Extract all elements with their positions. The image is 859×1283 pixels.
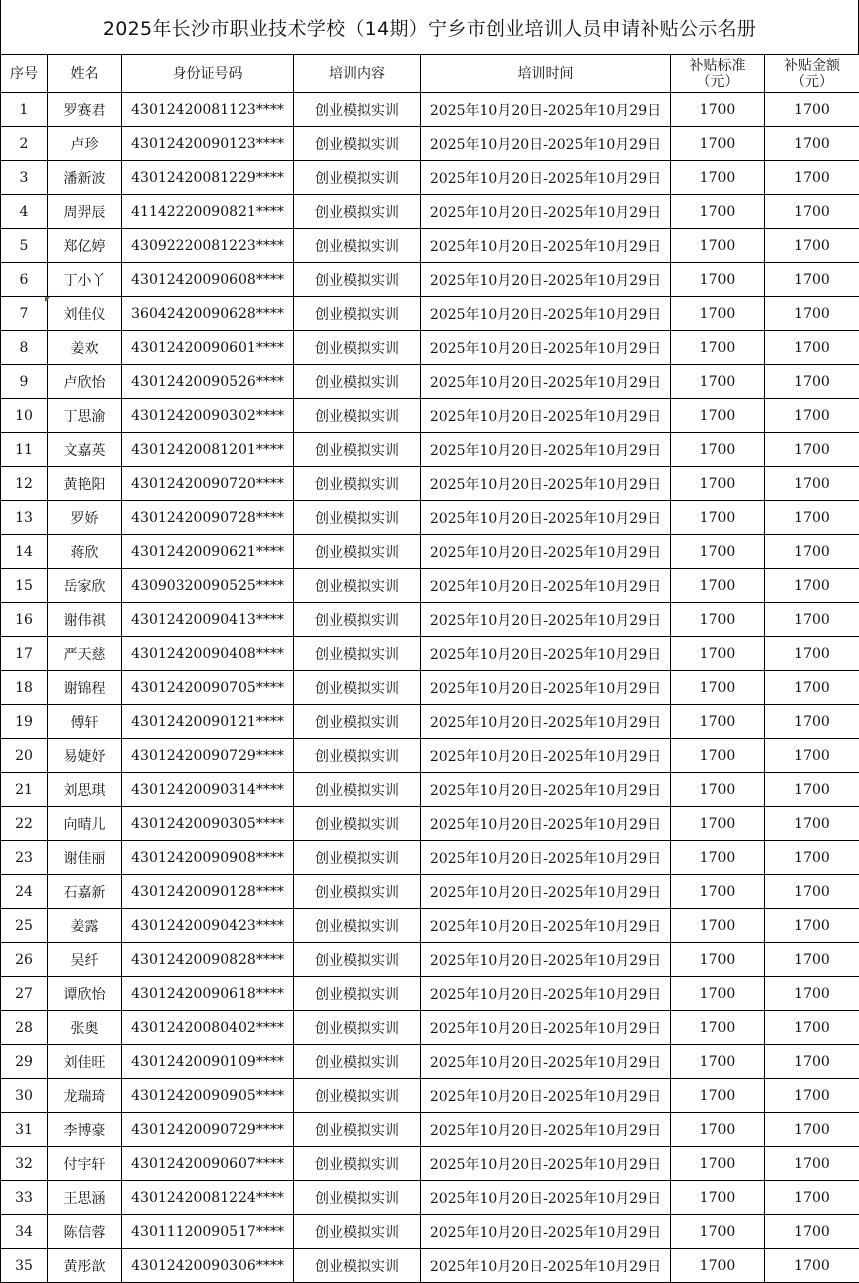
cell-name: 傅轩 <box>48 705 122 739</box>
cell-period: 2025年10月20日-2025年10月29日 <box>421 943 671 977</box>
cell-name: 罗赛君 <box>48 93 122 127</box>
cell-id-number: 43012420090908**** <box>122 841 294 875</box>
table-header <box>1 55 859 93</box>
cell-name: 向晴儿 <box>48 807 122 841</box>
cell-name: 丁思渝 <box>48 399 122 433</box>
header-index: 序号 <box>1 55 48 93</box>
cell-standard: 1700 <box>671 739 765 773</box>
table-row <box>1 1079 859 1113</box>
cell-period: 2025年10月20日-2025年10月29日 <box>421 739 671 773</box>
cell-period: 2025年10月20日-2025年10月29日 <box>421 773 671 807</box>
cell-content: 创业模拟实训 <box>294 1249 421 1283</box>
cell-content: 创业模拟实训 <box>294 739 421 773</box>
header-standard-unit: （元） <box>696 73 739 90</box>
cell-index: 25 <box>1 909 48 943</box>
table-row <box>1 1215 859 1249</box>
cell-standard: 1700 <box>671 637 765 671</box>
cell-period: 2025年10月20日-2025年10月29日 <box>421 195 671 229</box>
cell-name: 刘佳旺 <box>48 1045 122 1079</box>
cell-content: 创业模拟实训 <box>294 977 421 1011</box>
table-row <box>1 365 859 399</box>
table-row <box>1 1181 859 1215</box>
cell-content: 创业模拟实训 <box>294 433 421 467</box>
table-row <box>1 637 859 671</box>
header-row <box>1 55 859 93</box>
cell-content: 创业模拟实训 <box>294 1113 421 1147</box>
cell-name: 李博豪 <box>48 1113 122 1147</box>
cell-standard: 1700 <box>671 943 765 977</box>
cell-index: 35 <box>1 1249 48 1283</box>
cell-index: 15 <box>1 569 48 603</box>
cell-amount: 1700 <box>765 433 859 467</box>
roster-table <box>0 54 859 1283</box>
cell-standard: 1700 <box>671 569 765 603</box>
table-row <box>1 569 859 603</box>
cell-content: 创业模拟实训 <box>294 671 421 705</box>
cell-content: 创业模拟实训 <box>294 1147 421 1181</box>
cell-id-number: 43012420090123**** <box>122 127 294 161</box>
cell-standard: 1700 <box>671 399 765 433</box>
cell-amount: 1700 <box>765 297 859 331</box>
cell-amount: 1700 <box>765 263 859 297</box>
table-row <box>1 1147 859 1181</box>
cell-index: 20 <box>1 739 48 773</box>
cell-index: 32 <box>1 1147 48 1181</box>
cell-standard: 1700 <box>671 671 765 705</box>
cell-id-number: 43012420090109**** <box>122 1045 294 1079</box>
cell-standard: 1700 <box>671 501 765 535</box>
cell-index: 27 <box>1 977 48 1011</box>
table-row <box>1 1011 859 1045</box>
header-content: 培训内容 <box>294 55 421 93</box>
cell-amount: 1700 <box>765 161 859 195</box>
cell-amount: 1700 <box>765 1113 859 1147</box>
cell-id-number: 43012420090607**** <box>122 1147 294 1181</box>
cell-index: 28 <box>1 1011 48 1045</box>
cell-standard: 1700 <box>671 1249 765 1283</box>
cell-amount: 1700 <box>765 909 859 943</box>
cell-id-number: 43012420090306**** <box>122 1249 294 1283</box>
cell-id-number: 43012420081224**** <box>122 1181 294 1215</box>
cell-index: 16 <box>1 603 48 637</box>
cell-period: 2025年10月20日-2025年10月29日 <box>421 875 671 909</box>
cell-amount: 1700 <box>765 195 859 229</box>
table-row <box>1 603 859 637</box>
cell-content: 创业模拟实训 <box>294 1215 421 1249</box>
cell-index: 11 <box>1 433 48 467</box>
cell-index: 5 <box>1 229 48 263</box>
cell-index: 7 <box>1 297 48 331</box>
cell-amount: 1700 <box>765 739 859 773</box>
cell-period: 2025年10月20日-2025年10月29日 <box>421 1045 671 1079</box>
cell-content: 创业模拟实训 <box>294 365 421 399</box>
table-row <box>1 977 859 1011</box>
cell-name: 卢珍 <box>48 127 122 161</box>
cell-standard: 1700 <box>671 535 765 569</box>
cell-id-number: 43012420090413**** <box>122 603 294 637</box>
table-row <box>1 875 859 909</box>
cell-content: 创业模拟实训 <box>294 331 421 365</box>
cell-content: 创业模拟实训 <box>294 161 421 195</box>
cell-id-number: 43012420090128**** <box>122 875 294 909</box>
cell-id-number: 36042420090628**** <box>122 297 294 331</box>
table-row <box>1 467 859 501</box>
cell-index: 2 <box>1 127 48 161</box>
cell-name: 郑亿婷 <box>48 229 122 263</box>
cell-id-number: 43012420090729**** <box>122 739 294 773</box>
cell-id-number: 43012420090314**** <box>122 773 294 807</box>
cell-name: 谭欣怡 <box>48 977 122 1011</box>
cell-content: 创业模拟实训 <box>294 501 421 535</box>
table-row <box>1 1249 859 1283</box>
cell-id-number: 43012420090705**** <box>122 671 294 705</box>
cell-content: 创业模拟实训 <box>294 1181 421 1215</box>
cell-amount: 1700 <box>765 229 859 263</box>
cell-index: 3 <box>1 161 48 195</box>
cell-amount: 1700 <box>765 569 859 603</box>
table-body <box>1 93 859 1283</box>
cell-name: 姜露 <box>48 909 122 943</box>
cell-content: 创业模拟实训 <box>294 399 421 433</box>
cell-standard: 1700 <box>671 977 765 1011</box>
cell-name: 潘新波 <box>48 161 122 195</box>
cell-name: 王思涵 <box>48 1181 122 1215</box>
cell-period: 2025年10月20日-2025年10月29日 <box>421 399 671 433</box>
cell-index: 24 <box>1 875 48 909</box>
table-row <box>1 433 859 467</box>
cell-standard: 1700 <box>671 1011 765 1045</box>
cell-standard: 1700 <box>671 875 765 909</box>
table-row <box>1 331 859 365</box>
cell-index: 21 <box>1 773 48 807</box>
cell-amount: 1700 <box>765 977 859 1011</box>
cell-content: 创业模拟实训 <box>294 603 421 637</box>
cell-period: 2025年10月20日-2025年10月29日 <box>421 1113 671 1147</box>
cell-amount: 1700 <box>765 535 859 569</box>
cell-id-number: 43011120090517**** <box>122 1215 294 1249</box>
cell-content: 创业模拟实训 <box>294 637 421 671</box>
cell-id-number: 43012420090302**** <box>122 399 294 433</box>
cell-standard: 1700 <box>671 331 765 365</box>
cell-content: 创业模拟实训 <box>294 909 421 943</box>
cell-amount: 1700 <box>765 1181 859 1215</box>
table-row <box>1 943 859 977</box>
cell-period: 2025年10月20日-2025年10月29日 <box>421 501 671 535</box>
cell-id-number: 43092220081223**** <box>122 229 294 263</box>
cell-standard: 1700 <box>671 773 765 807</box>
header-standard <box>671 55 765 93</box>
cell-content: 创业模拟实训 <box>294 875 421 909</box>
cell-id-number: 43012420090720**** <box>122 467 294 501</box>
cell-standard: 1700 <box>671 1215 765 1249</box>
cell-content: 创业模拟实训 <box>294 807 421 841</box>
cell-id-number: 43012420090423**** <box>122 909 294 943</box>
cell-name: 罗娇 <box>48 501 122 535</box>
cell-id-number: 43012420090601**** <box>122 331 294 365</box>
cell-amount: 1700 <box>765 93 859 127</box>
cell-period: 2025年10月20日-2025年10月29日 <box>421 1147 671 1181</box>
cell-content: 创业模拟实训 <box>294 467 421 501</box>
cell-amount: 1700 <box>765 943 859 977</box>
header-amount <box>765 55 859 93</box>
cell-name: 刘思琪 <box>48 773 122 807</box>
cell-name: 丁小丫 <box>48 263 122 297</box>
cell-standard: 1700 <box>671 467 765 501</box>
table-row <box>1 535 859 569</box>
cell-index: 29 <box>1 1045 48 1079</box>
cell-index: 14 <box>1 535 48 569</box>
cell-index: 23 <box>1 841 48 875</box>
cell-name: 张奥 <box>48 1011 122 1045</box>
cell-period: 2025年10月20日-2025年10月29日 <box>421 467 671 501</box>
cell-id-number: 43012420080402**** <box>122 1011 294 1045</box>
cell-index: 6 <box>1 263 48 297</box>
cell-content: 创业模拟实训 <box>294 1079 421 1113</box>
cell-standard: 1700 <box>671 127 765 161</box>
cell-amount: 1700 <box>765 365 859 399</box>
cell-index: 13 <box>1 501 48 535</box>
cell-content: 创业模拟实训 <box>294 943 421 977</box>
table-row <box>1 841 859 875</box>
cell-standard: 1700 <box>671 841 765 875</box>
cell-index: 4 <box>1 195 48 229</box>
cell-content: 创业模拟实训 <box>294 93 421 127</box>
cell-id-number: 43012420081201**** <box>122 433 294 467</box>
cell-name: 谢锦程 <box>48 671 122 705</box>
cell-content: 创业模拟实训 <box>294 1045 421 1079</box>
table-row <box>1 909 859 943</box>
cell-content: 创业模拟实训 <box>294 297 421 331</box>
cell-standard: 1700 <box>671 1147 765 1181</box>
cell-period: 2025年10月20日-2025年10月29日 <box>421 93 671 127</box>
cell-name: 黄彤歆 <box>48 1249 122 1283</box>
table-row <box>1 807 859 841</box>
cell-period: 2025年10月20日-2025年10月29日 <box>421 229 671 263</box>
cell-index: 31 <box>1 1113 48 1147</box>
table-row <box>1 1113 859 1147</box>
cell-name: 易婕妤 <box>48 739 122 773</box>
cell-index: 18 <box>1 671 48 705</box>
cell-id-number: 43012420090305**** <box>122 807 294 841</box>
cell-period: 2025年10月20日-2025年10月29日 <box>421 1079 671 1113</box>
cell-period: 2025年10月20日-2025年10月29日 <box>421 331 671 365</box>
cell-amount: 1700 <box>765 773 859 807</box>
cell-name: 龙瑞琦 <box>48 1079 122 1113</box>
header-amount-unit: （元） <box>791 73 833 90</box>
cell-standard: 1700 <box>671 93 765 127</box>
cell-name: 严天慈 <box>48 637 122 671</box>
header-standard-label: 补贴标准 <box>689 57 746 74</box>
table-row <box>1 671 859 705</box>
cell-content: 创业模拟实训 <box>294 263 421 297</box>
cell-amount: 1700 <box>765 603 859 637</box>
table-row <box>1 93 859 127</box>
cell-standard: 1700 <box>671 365 765 399</box>
table-row <box>1 161 859 195</box>
header-period: 培训时间 <box>421 55 671 93</box>
cell-name: 吴纤 <box>48 943 122 977</box>
cell-period: 2025年10月20日-2025年10月29日 <box>421 909 671 943</box>
cell-name: 谢佳丽 <box>48 841 122 875</box>
cell-index: 34 <box>1 1215 48 1249</box>
document-title: 2025年长沙市职业技术学校（14期）宁乡市创业培训人员申请补贴公示名册 <box>102 17 757 40</box>
cell-name: 陈信蓉 <box>48 1215 122 1249</box>
cell-amount: 1700 <box>765 127 859 161</box>
cell-content: 创业模拟实训 <box>294 841 421 875</box>
cell-id-number: 43012420090621**** <box>122 535 294 569</box>
cell-period: 2025年10月20日-2025年10月29日 <box>421 671 671 705</box>
cell-name: 周羿辰 <box>48 195 122 229</box>
cell-period: 2025年10月20日-2025年10月29日 <box>421 841 671 875</box>
cell-amount: 1700 <box>765 841 859 875</box>
cell-id-number: 43012420090905**** <box>122 1079 294 1113</box>
cell-standard: 1700 <box>671 705 765 739</box>
cell-index: 26 <box>1 943 48 977</box>
cell-period: 2025年10月20日-2025年10月29日 <box>421 1011 671 1045</box>
cell-name: 蒋欣 <box>48 535 122 569</box>
cell-id-number: 43012420090121**** <box>122 705 294 739</box>
cell-standard: 1700 <box>671 1079 765 1113</box>
cell-content: 创业模拟实训 <box>294 569 421 603</box>
cell-standard: 1700 <box>671 263 765 297</box>
cell-name: 姜欢 <box>48 331 122 365</box>
cell-name: 黄艳阳 <box>48 467 122 501</box>
cell-content: 创业模拟实训 <box>294 1011 421 1045</box>
cell-period: 2025年10月20日-2025年10月29日 <box>421 637 671 671</box>
cell-standard: 1700 <box>671 229 765 263</box>
cell-content: 创业模拟实训 <box>294 195 421 229</box>
cell-amount: 1700 <box>765 1215 859 1249</box>
header-name: 姓名 <box>48 55 122 93</box>
cell-standard: 1700 <box>671 433 765 467</box>
cell-standard: 1700 <box>671 603 765 637</box>
cell-period: 2025年10月20日-2025年10月29日 <box>421 603 671 637</box>
cell-name: 石嘉新 <box>48 875 122 909</box>
cell-period: 2025年10月20日-2025年10月29日 <box>421 433 671 467</box>
cell-amount: 1700 <box>765 671 859 705</box>
cell-amount: 1700 <box>765 705 859 739</box>
cell-amount: 1700 <box>765 331 859 365</box>
cell-standard: 1700 <box>671 1045 765 1079</box>
table-row <box>1 195 859 229</box>
cell-standard: 1700 <box>671 1181 765 1215</box>
cell-standard: 1700 <box>671 297 765 331</box>
cell-period: 2025年10月20日-2025年10月29日 <box>421 263 671 297</box>
cell-amount: 1700 <box>765 875 859 909</box>
cell-amount: 1700 <box>765 1249 859 1283</box>
cell-standard: 1700 <box>671 161 765 195</box>
table-row <box>1 297 859 331</box>
cell-id-number: 43090320090525**** <box>122 569 294 603</box>
header-amount-label: 补贴金额 <box>784 57 840 74</box>
table-row <box>1 229 859 263</box>
cell-name: 文嘉英 <box>48 433 122 467</box>
cell-content: 创业模拟实训 <box>294 229 421 263</box>
cell-amount: 1700 <box>765 807 859 841</box>
cell-standard: 1700 <box>671 195 765 229</box>
cell-content: 创业模拟实训 <box>294 705 421 739</box>
cell-id-number: 43012420090828**** <box>122 943 294 977</box>
cell-index: 30 <box>1 1079 48 1113</box>
cell-period: 2025年10月20日-2025年10月29日 <box>421 535 671 569</box>
table-row <box>1 773 859 807</box>
cell-name: 谢伟祺 <box>48 603 122 637</box>
cell-amount: 1700 <box>765 399 859 433</box>
cell-period: 2025年10月20日-2025年10月29日 <box>421 1215 671 1249</box>
cell-content: 创业模拟实训 <box>294 535 421 569</box>
cell-period: 2025年10月20日-2025年10月29日 <box>421 977 671 1011</box>
cell-id-number: 43012420090728**** <box>122 501 294 535</box>
cell-period: 2025年10月20日-2025年10月29日 <box>421 127 671 161</box>
table-row <box>1 399 859 433</box>
cell-period: 2025年10月20日-2025年10月29日 <box>421 569 671 603</box>
cell-id-number: 43012420090729**** <box>122 1113 294 1147</box>
cell-index: 22 <box>1 807 48 841</box>
cell-id-number: 43012420081123**** <box>122 93 294 127</box>
cell-index: 12 <box>1 467 48 501</box>
table-row <box>1 263 859 297</box>
cell-standard: 1700 <box>671 1113 765 1147</box>
cell-amount: 1700 <box>765 1045 859 1079</box>
table-row <box>1 739 859 773</box>
cell-index: 8 <box>1 331 48 365</box>
cell-name: 刘佳仪 <box>48 297 122 331</box>
cell-standard: 1700 <box>671 909 765 943</box>
cell-index: 10 <box>1 399 48 433</box>
cell-id-number: 43012420090608**** <box>122 263 294 297</box>
cell-index: 33 <box>1 1181 48 1215</box>
cell-period: 2025年10月20日-2025年10月29日 <box>421 365 671 399</box>
table-row <box>1 501 859 535</box>
cell-id-number: 43012420090618**** <box>122 977 294 1011</box>
cell-index: 9 <box>1 365 48 399</box>
cell-index: 1 <box>1 93 48 127</box>
cell-amount: 1700 <box>765 1147 859 1181</box>
title-bar <box>0 0 859 54</box>
cell-comment-marker <box>45 297 50 302</box>
cell-content: 创业模拟实训 <box>294 127 421 161</box>
cell-amount: 1700 <box>765 1079 859 1113</box>
cell-amount: 1700 <box>765 501 859 535</box>
cell-period: 2025年10月20日-2025年10月29日 <box>421 297 671 331</box>
cell-period: 2025年10月20日-2025年10月29日 <box>421 1249 671 1283</box>
cell-amount: 1700 <box>765 467 859 501</box>
cell-id-number: 43012420081229**** <box>122 161 294 195</box>
cell-name: 付宇轩 <box>48 1147 122 1181</box>
cell-period: 2025年10月20日-2025年10月29日 <box>421 807 671 841</box>
cell-period: 2025年10月20日-2025年10月29日 <box>421 1181 671 1215</box>
table-row <box>1 705 859 739</box>
cell-id-number: 43012420090408**** <box>122 637 294 671</box>
cell-name: 岳家欣 <box>48 569 122 603</box>
cell-id-number: 41142220090821**** <box>122 195 294 229</box>
cell-index: 17 <box>1 637 48 671</box>
cell-period: 2025年10月20日-2025年10月29日 <box>421 705 671 739</box>
table-row <box>1 1045 859 1079</box>
cell-amount: 1700 <box>765 637 859 671</box>
cell-index: 19 <box>1 705 48 739</box>
cell-id-number: 43012420090526**** <box>122 365 294 399</box>
cell-content: 创业模拟实训 <box>294 773 421 807</box>
cell-standard: 1700 <box>671 807 765 841</box>
cell-name: 卢欣怡 <box>48 365 122 399</box>
table-row <box>1 127 859 161</box>
cell-period: 2025年10月20日-2025年10月29日 <box>421 161 671 195</box>
header-id-number: 身份证号码 <box>122 55 294 93</box>
cell-amount: 1700 <box>765 1011 859 1045</box>
